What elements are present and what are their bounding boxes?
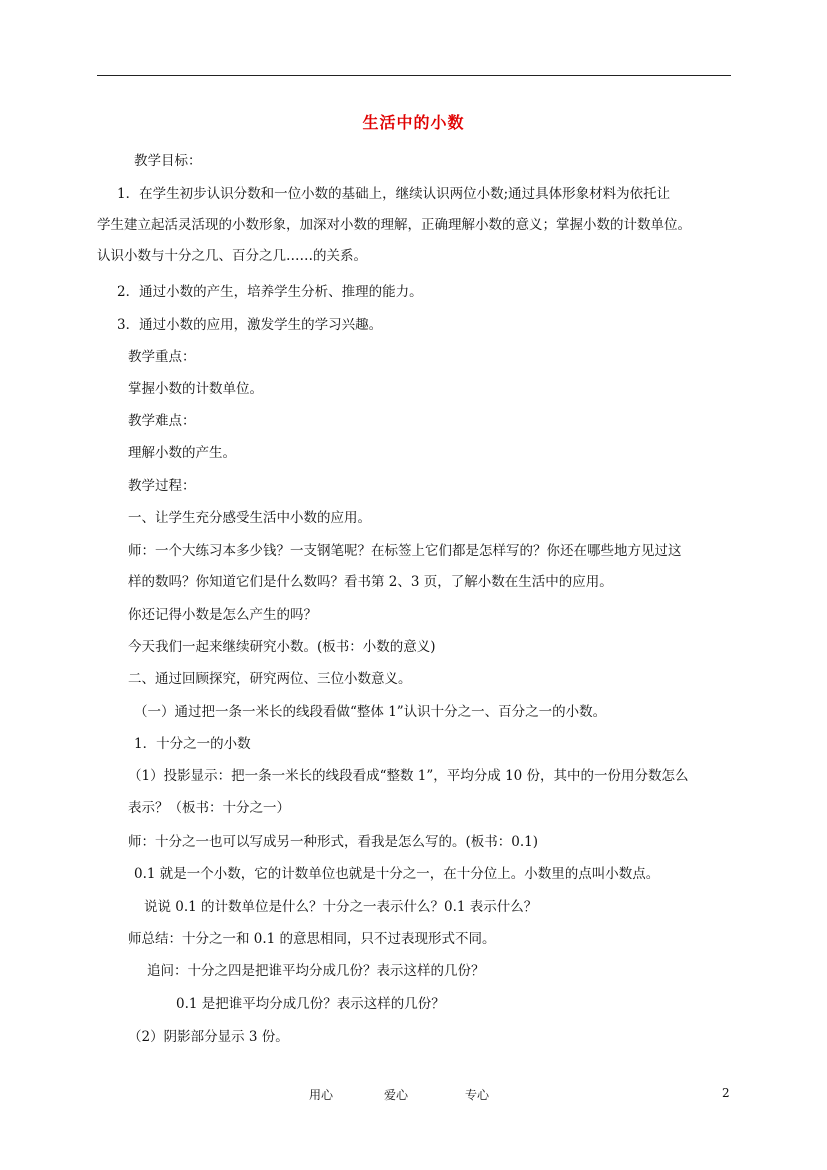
- paragraph-line: （2）阴影部分显示 3 份。: [128, 1029, 289, 1045]
- page-number: 2: [722, 1086, 730, 1100]
- paragraph-line: 师总结：十分之一和 0.1 的意思相同，只不过表现形式不同。: [128, 931, 496, 947]
- paragraph-line: 师：十分之一也可以写成另一种形式，看我是怎么写的。(板书：0.1): [128, 834, 539, 850]
- section-heading-process: 教学过程：: [128, 478, 196, 494]
- footer-motto-1: 用心: [309, 1088, 334, 1102]
- paragraph-line: 0.1 是把谁平均分成几份？表示这样的几份？: [176, 996, 445, 1012]
- section-heading-difficulties: 教学难点：: [128, 413, 196, 429]
- paragraph-line: 今天我们一起来继续研究小数。(板书：小数的意义): [128, 639, 436, 655]
- paragraph-line: 学生建立起活灵活现的小数形象，加深对小数的理解，正确理解小数的意义；掌握小数的计数单位。: [97, 217, 691, 233]
- paragraph-line: 一、让学生充分感受生活中小数的应用。: [128, 510, 371, 526]
- paragraph-line: 2．通过小数的产生，培养学生分析、推理的能力。: [117, 284, 423, 300]
- paragraph-line: 认识小数与十分之几、百分之几……的关系。: [97, 248, 367, 264]
- paragraph-line: （1）投影显示：把一条一米长的线段看成“整数 1”，平均分成 10 份，其中的一份用分数怎么: [128, 768, 689, 784]
- paragraph-line: 掌握小数的计数单位。: [128, 381, 263, 397]
- paragraph-line: 1．在学生初步认识分数和一位小数的基础上，继续认识两位小数;通过具体形象材料为依托让: [117, 186, 671, 202]
- paragraph-line: 理解小数的产生。: [128, 445, 236, 461]
- paragraph-line: 3．通过小数的应用，激发学生的学习兴趣。: [117, 317, 383, 333]
- section-heading-objectives: 教学目标：: [134, 153, 202, 169]
- paragraph-line: 你还记得小数是怎么产生的吗？: [128, 607, 317, 623]
- footer-motto-3: 专心: [465, 1088, 490, 1102]
- paragraph-line: 表示？（板书：十分之一）: [128, 800, 290, 816]
- document-title: 生活中的小数: [362, 113, 465, 132]
- header-rule: [97, 75, 731, 76]
- paragraph-line: 追问：十分之四是把谁平均分成几份？表示这样的几份？: [147, 963, 485, 979]
- paragraph-line: 样的数吗？你知道它们是什么数吗？看书第 2、3 页，了解小数在生活中的应用。: [128, 574, 613, 590]
- section-heading-key-points: 教学重点：: [128, 349, 196, 365]
- paragraph-line: （一）通过把一条一米长的线段看做“整体 1”认识十分之一、百分之一的小数。: [134, 704, 607, 720]
- footer-motto-2: 爱心: [384, 1088, 409, 1102]
- paragraph-line: 二、通过回顾探究，研究两位、三位小数意义。: [128, 671, 412, 687]
- paragraph-line: 说说 0.1 的计数单位是什么？十分之一表示什么？0.1 表示什么？: [144, 899, 538, 915]
- paragraph-line: 0.1 就是一个小数，它的计数单位也就是十分之一，在十分位上。小数里的点叫小数点。: [134, 866, 660, 882]
- paragraph-line: 1．十分之一的小数: [134, 736, 251, 752]
- paragraph-line: 师：一个大练习本多少钱？一支钢笔呢？在标签上它们都是怎样写的？你还在哪些地方见过这: [128, 543, 682, 559]
